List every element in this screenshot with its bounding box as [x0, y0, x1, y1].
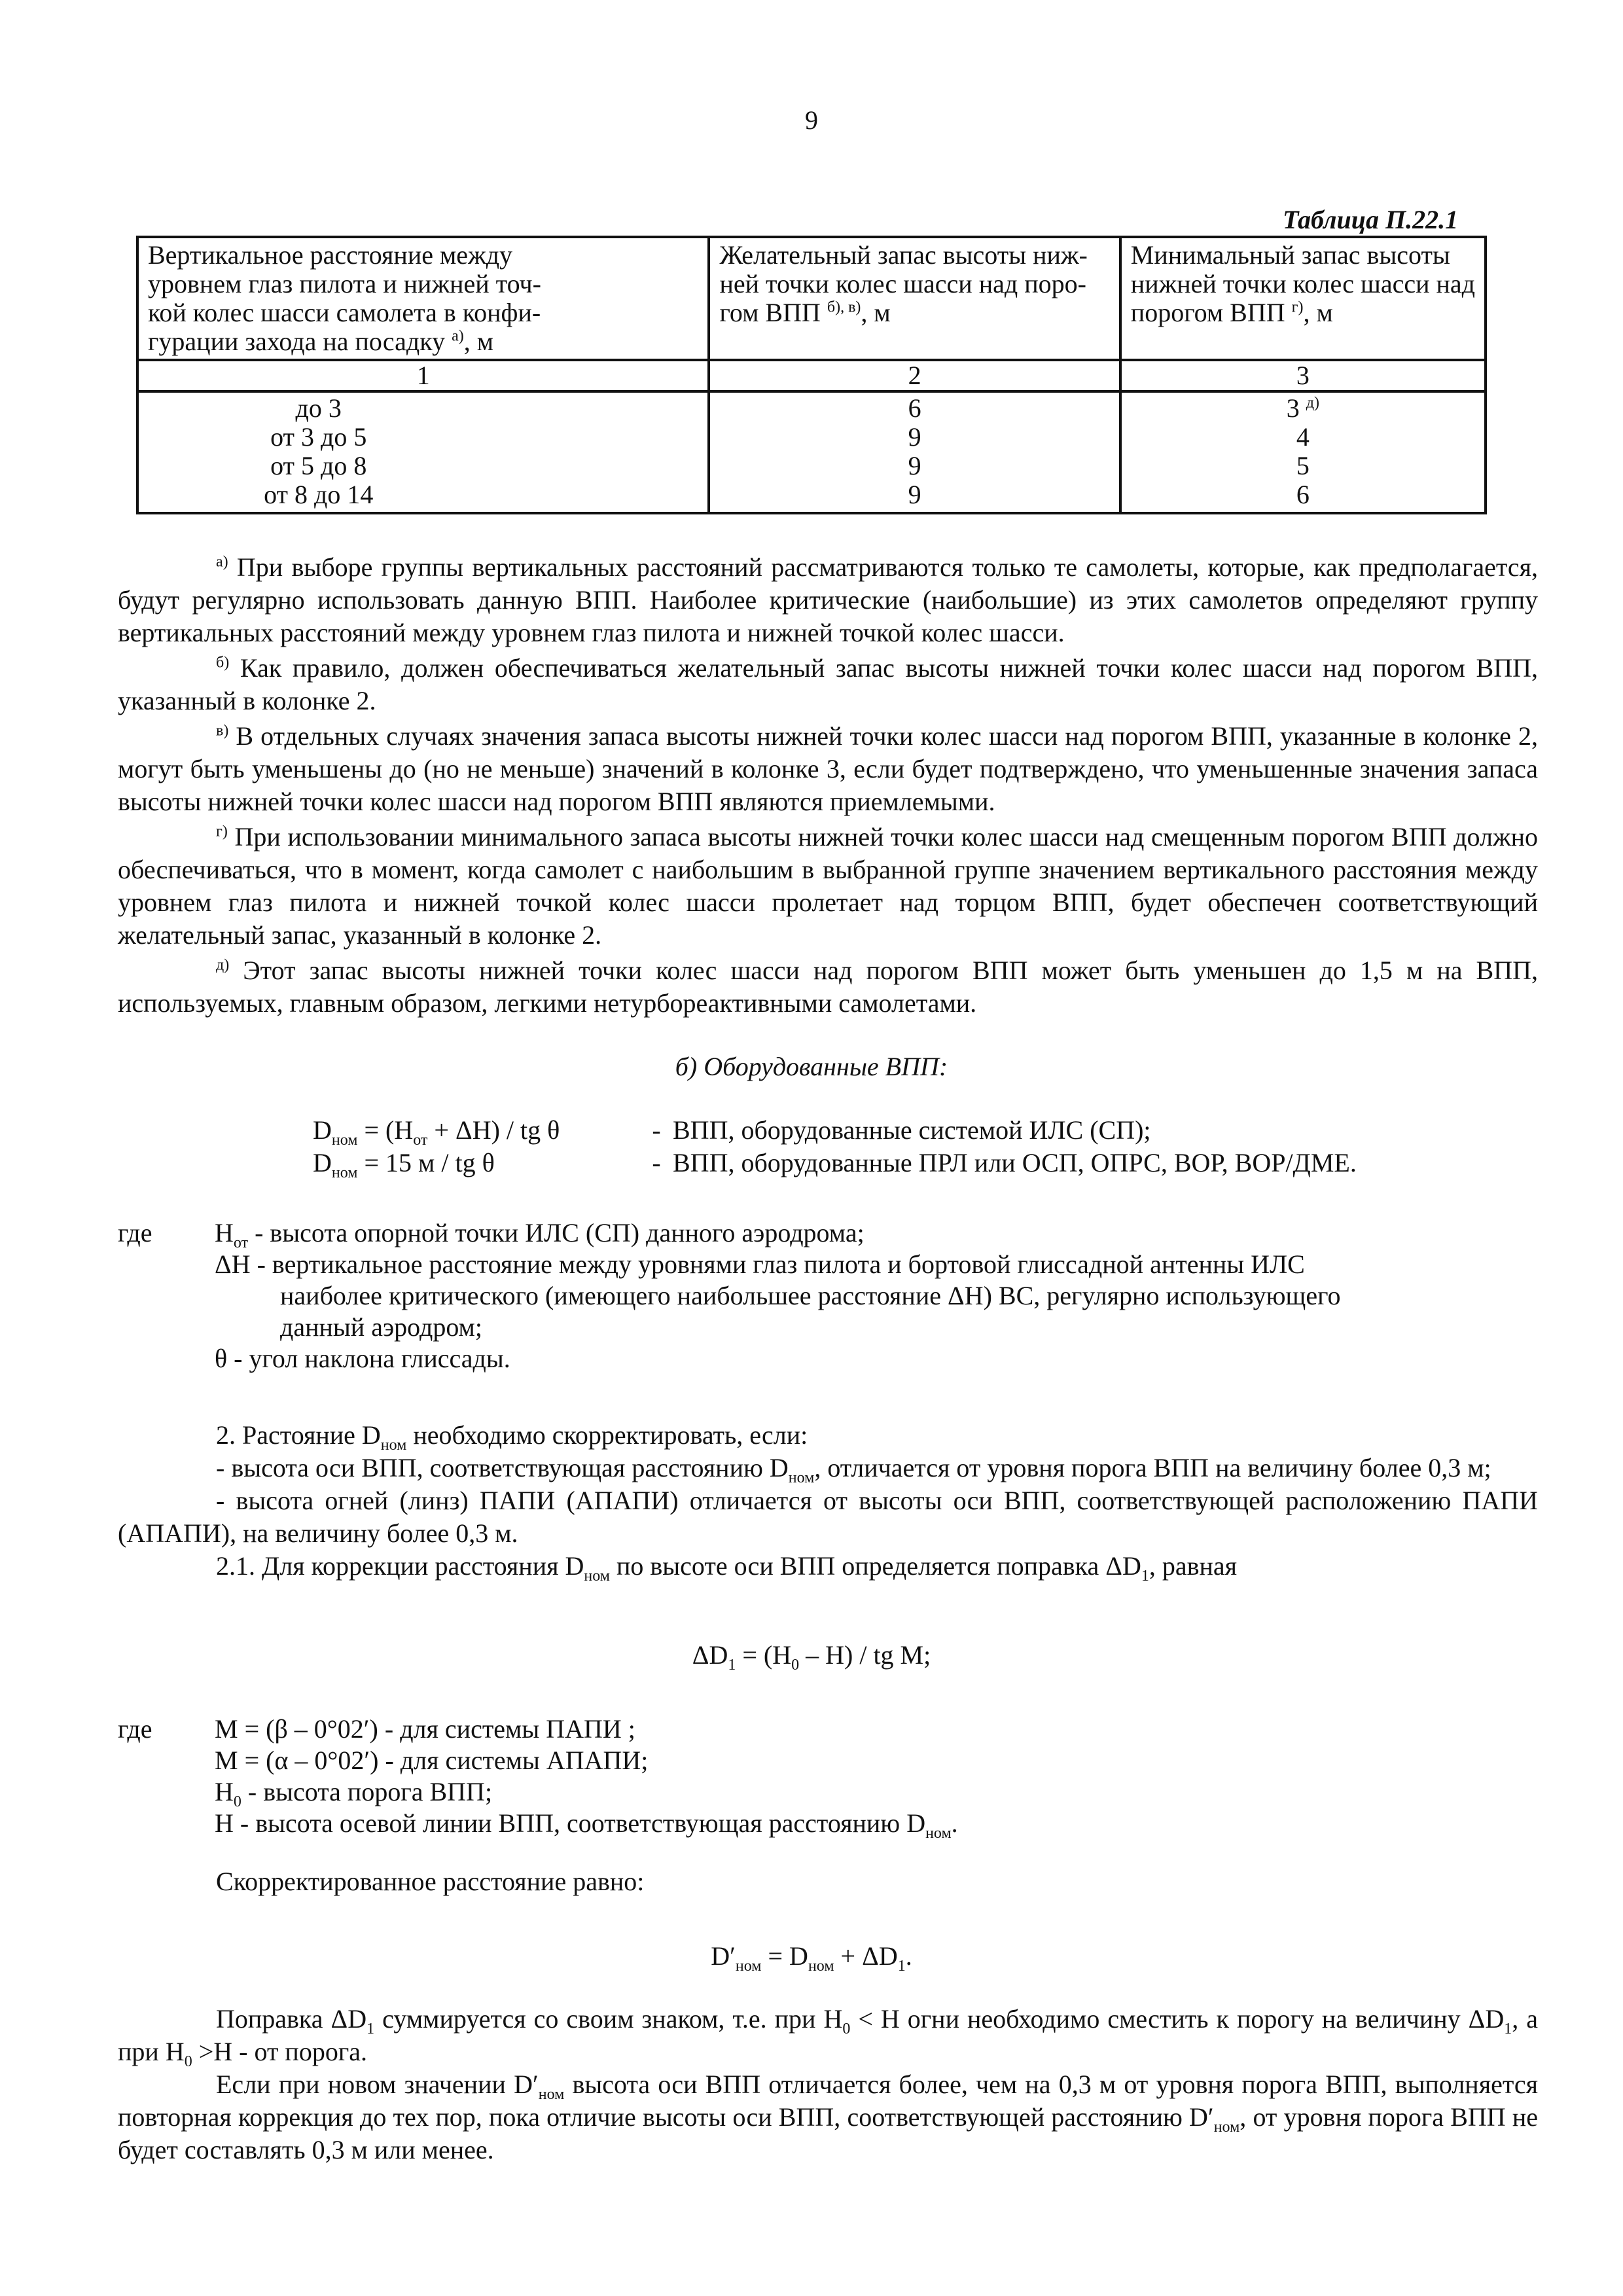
footnote: $^{г)}$ При использовании минимального запаса высоты нижней точки колес шасси над смещенным порогом ВПП должно обеспечиваться, что в момент, когда самолет с наибольшим в выбранной группе значением вертикального расстояния между уровнем глаз пилота и нижней точкой колес шасси пролетает над торцом ВПП, будет обеспечен соответствующий желательный запас, указанный в колонке 2. — [118, 822, 1538, 950]
column-number: 1 — [137, 360, 709, 391]
desired-column: 6 9 9 9 — [709, 391, 1120, 513]
footnote: $^{в)}$ В отдельных случаях значения запаса высоты нижней точки колес шасси над порогом ВПП, указанные в колонке 2, могут быть уменьшены до (но не меньше) значений в колонке 3, если будет подтверждено, что уменьшенные значения запаса высоты нижней точки колес шасси над порогом ВПП являются приемлемыми. — [118, 721, 1538, 816]
range-column: до 3 от 3 до 5 от 5 до 8 от 8 до 14 — [137, 391, 709, 513]
table-body-row — [137, 391, 1486, 513]
footnote: $^{б)}$ Как правило, должен обеспечиваться желательный запас высоты нижней точки колес шасси над порогом ВПП, указанный в колонке 2. — [118, 653, 1538, 715]
header-desired-clearance: Желательный запас высоты ниж- ней точки колес шасси над поро- гом ВПП $^{б), в)}$, м — [709, 237, 1120, 360]
column-number-row — [137, 360, 1486, 391]
formula-definitions: где $H_{от}$ - высота опорной точки ИЛС (СП) данного аэродрома; ΔH - вертикальное расстояние между уровнями глаз пилота и бортовой глиссадной антенны ИЛС наиболее критического (имеющего наибольшее расстояние ΔH) ВС, регулярно использующего данный аэродром; θ - угол наклона глиссады. — [118, 1218, 1341, 1373]
closing-paragraphs: Поправка $\Delta D_1$ суммируется со своим знаком, т.е. при $H_0 < H$ огни необходимо сместить к порогу на величину $\Delta D_1$, а при $H_0 >H$ - от порога. Если при новом значении $D'_{ном}$ высота оси ВПП отличается более, чем на 0,3 м от уровня порога ВПП, выполняется повторная коррекция до тех пор, пока отличие высоты оси ВПП, соответствующей расстоянию $D'_{ном}$, от уровня порога ВПП не будет составлять 0,3 м или менее. — [118, 2004, 1539, 2164]
footnote: $^{д)}$ Этот запас высоты нижней точки колес шасси над порогом ВПП может быть уменьшен до 1,5 м на ВПП, используемых, главным образом, легкими нетурбореактивными самолетами. — [118, 956, 1538, 1018]
minimum-column: 3 $^{д)}$ 4 5 6 — [1120, 391, 1486, 513]
header-vertical-distance: Вертикальное расстояние между уровнем глаз пилота и нижней точ- кой колес шасси самолета в конфи- гурации захода на посадку $^{а)}$, м — [137, 237, 709, 360]
column-number: 3 — [1120, 360, 1486, 391]
distance-formulas — [313, 1114, 1357, 1179]
table-header-row — [137, 237, 1486, 360]
correction-formula: $\Delta D_1 = (H_0 - H)$ / tg M; — [692, 1640, 931, 1674]
column-number: 2 — [709, 360, 1120, 391]
clearance-table — [136, 236, 1487, 514]
formula-row: $D_{ном} = (H_{от} + \Delta H)$ / tg θ - ВПП, оборудованные системой ИЛС (СП); — [313, 1115, 1151, 1149]
header-minimum-clearance: Минимальный запас высоты нижней точки колес шасси над порогом ВПП $^{г)}$, м — [1120, 237, 1486, 360]
correction-definitions: где M = (β – 0°02′) - для системы ПАПИ ; M = (α – 0°02′) - для системы АПАПИ; $H_0$ - высота порога ВПП; H - высота осевой линии ВПП, соответствующая расстоянию $D_{ном}$. — [118, 1714, 958, 1842]
table-footnotes — [118, 551, 1538, 1022]
correction-conditions: 2. Растояние $D_{ном}$ необходимо скорректировать, если: - высота оси ВПП, соответствующая расстоянию $D_{ном}$, отличается от уровня порога ВПП на величину более 0,3 м; - высота огней (линз) ПАПИ (АПАПИ) отличается от высоты оси ВПП, соответствующей расположению ПАПИ (АПАПИ), на величину более 0,3 м. 2.1. Для коррекции расстояния $D_{ном}$ по высоте оси ВПП определяется поправка $\Delta D_1$, равная — [118, 1420, 1538, 1585]
table-caption: Таблица П.22.1 — [1283, 205, 1459, 234]
corrected-label: Скорректированное расстояние равно: — [216, 1867, 645, 1896]
page-number: 9 — [805, 105, 818, 135]
corrected-formula: $D'_{ном} = D_{ном} + \Delta D_1$. — [711, 1941, 912, 1975]
section-heading: б) Оборудованные ВПП: — [675, 1052, 948, 1081]
formula-row: $D_{ном} = 15$ м / tg θ - ВПП, оборудованные ПРЛ или ОСП, ОПРС, ВОР, ВОР/ДМЕ. — [313, 1148, 1357, 1181]
footnote: $^{а)}$ При выборе группы вертикальных расстояний рассматриваются только те самолеты, которые, как предполагается, будут регулярно использовать данную ВПП. Наиболее критические (наибольшие) из этих самолетов определяют группу вертикальных расстояний между уровнем глаз пилота и нижней точкой колес шасси. — [118, 552, 1538, 647]
